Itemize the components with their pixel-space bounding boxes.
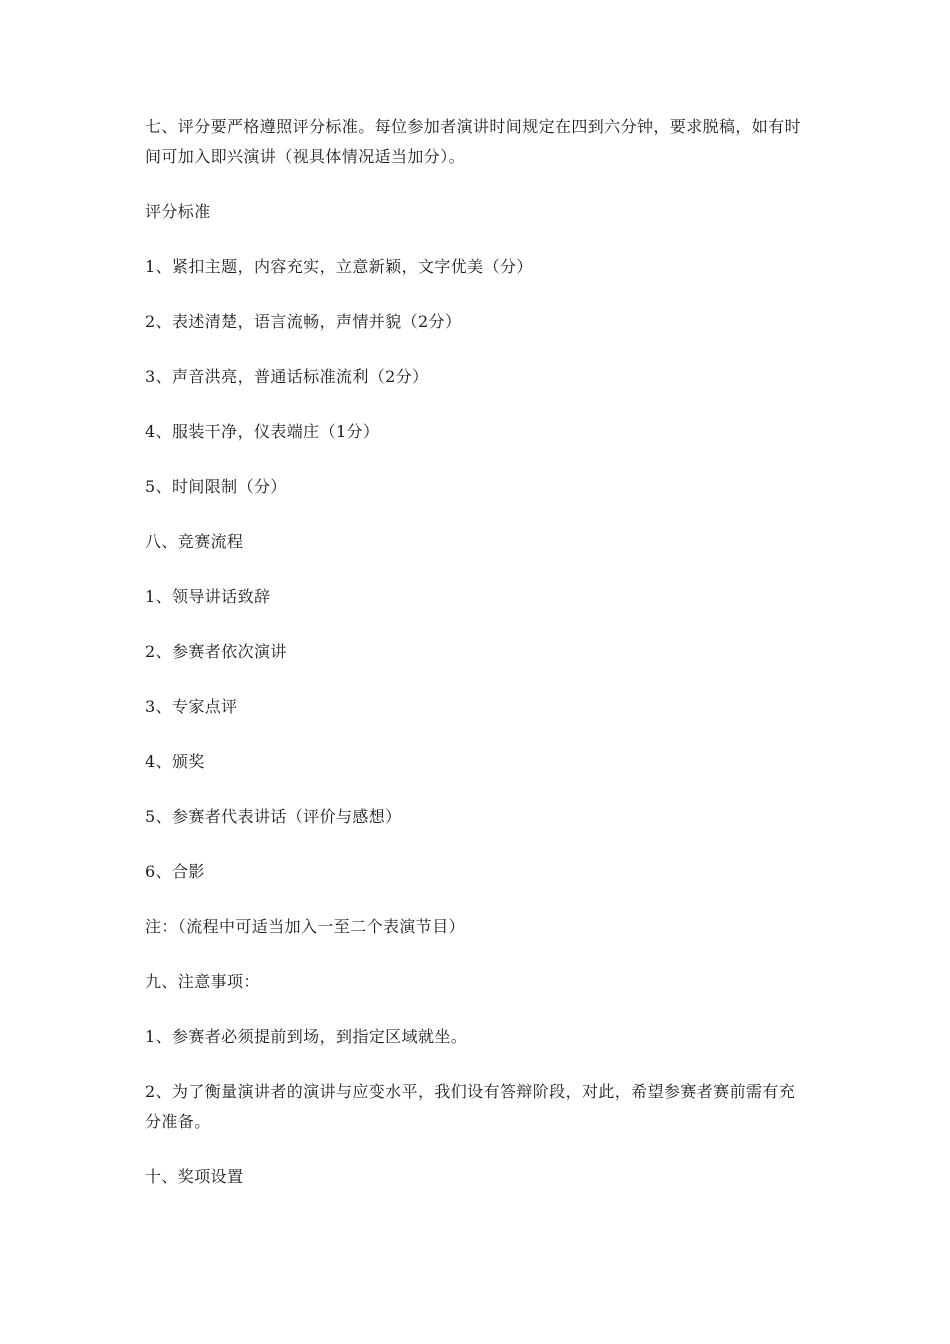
criteria-item-1: 1、紧扣主题，内容充实，立意新颖，文字优美（分） [145, 257, 533, 276]
process-item-6: 6、合影 [145, 862, 205, 881]
process-item-2: 2、参赛者依次演讲 [145, 642, 287, 661]
document-body [145, 112, 810, 1192]
notes-item-2: 2、为了衡量演讲者的演讲与应变水平，我们设有答辩阶段，对此，希望参赛者赛前需有充分准备。 [145, 1082, 796, 1131]
process-item-5: 5、参赛者代表讲话（评价与感想） [145, 807, 402, 826]
heading-scoring-criteria: 评分标准 [145, 202, 211, 221]
criteria-item-3: 3、声音洪亮，普通话标准流利（2分） [145, 367, 429, 386]
heading-notes: 九、注意事项： [145, 972, 260, 991]
process-item-4: 4、颁奖 [145, 752, 205, 771]
paragraph-scoring-rule: 七、评分要严格遵照评分标准。每位参加者演讲时间规定在四到六分钟，要求脱稿，如有时间可加入即兴演讲（视具体情况适当加分）。 [145, 117, 802, 166]
criteria-item-2: 2、表述清楚，语言流畅，声情并貌（2分） [145, 312, 462, 331]
process-item-1: 1、领导讲话致辞 [145, 587, 271, 606]
process-note: 注：（流程中可适当加入一至二个表演节目） [145, 917, 466, 936]
heading-competition-process: 八、竞赛流程 [145, 532, 244, 551]
criteria-item-4: 4、服装干净，仪表端庄（1分） [145, 422, 380, 441]
notes-item-1: 1、参赛者必须提前到场，到指定区域就坐。 [145, 1027, 468, 1046]
process-item-3: 3、专家点评 [145, 697, 238, 716]
heading-awards: 十、奖项设置 [145, 1167, 244, 1186]
criteria-item-5: 5、时间限制（分） [145, 477, 287, 496]
